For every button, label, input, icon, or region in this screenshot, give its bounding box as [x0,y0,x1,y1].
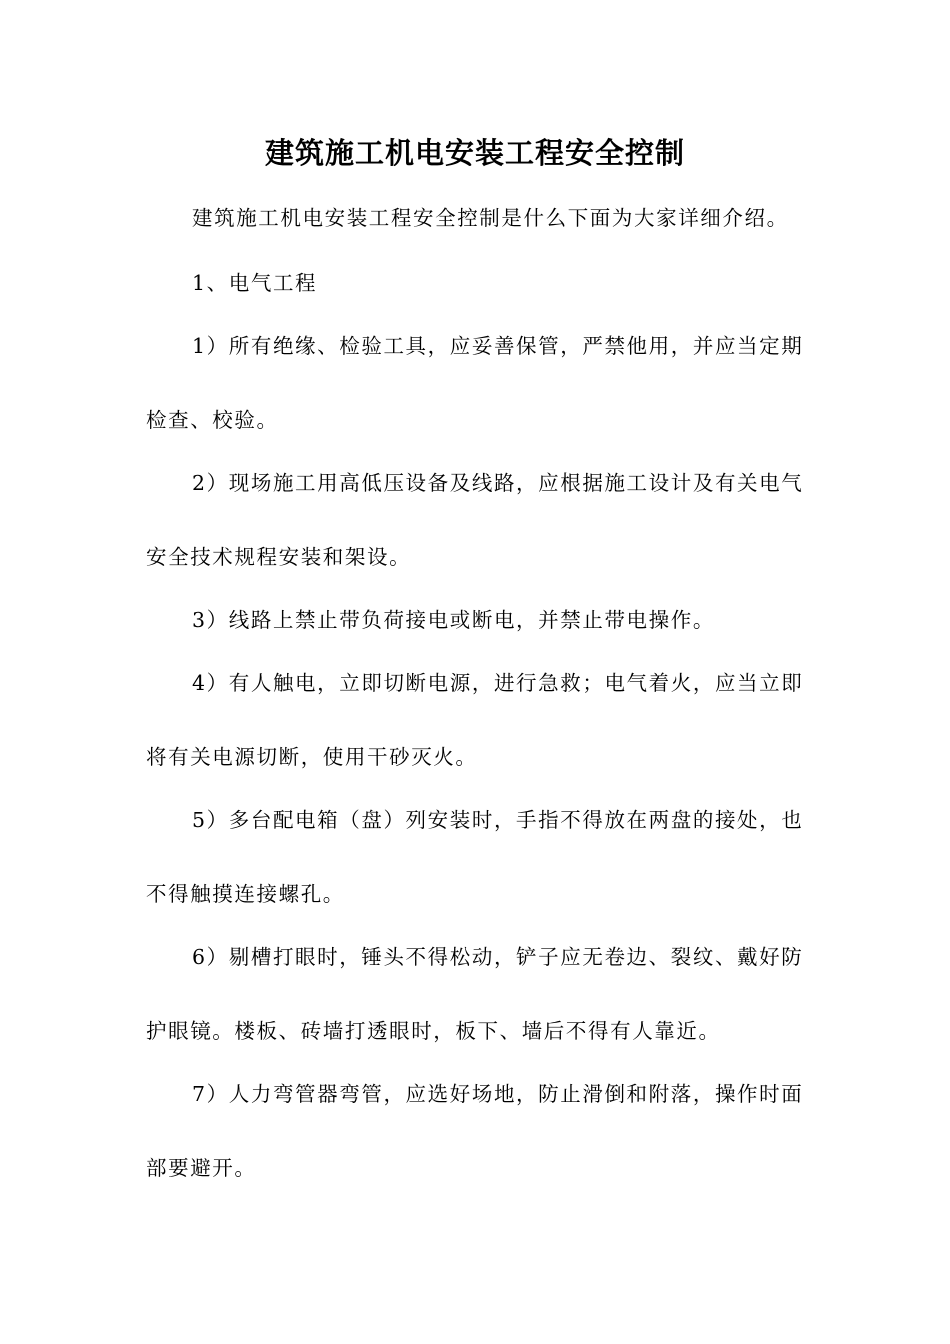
item-1-line-1: 1）所有绝缘、检验工具，应妥善保管，严禁他用，并应当定期 [192,334,804,358]
item-4-line-1: 4）有人触电，立即切断电源，进行急救；电气着火，应当立即 [192,671,804,695]
item-3-line-1: 3）线路上禁止带负荷接电或断电，并禁止带电操作。 [192,608,715,632]
item-5-line-1: 5）多台配电箱（盘）列安装时，手指不得放在两盘的接处，也 [192,808,804,832]
item-6-line-1: 6）剔槽打眼时，锤头不得松动，铲子应无卷边、裂纹、戴好防 [192,945,804,969]
item-7-line-2: 部要避开。 [146,1156,257,1180]
item-1-line-2: 检查、校验。 [146,408,279,432]
item-2-line-1: 2）现场施工用高低压设备及线路，应根据施工设计及有关电气 [192,471,804,495]
item-7-line-1: 7）人力弯管器弯管，应选好场地，防止滑倒和附落，操作时面 [192,1082,804,1106]
item-2-line-2: 安全技术规程安装和架设。 [146,545,412,569]
item-5-line-2: 不得触摸连接螺孔。 [146,882,345,906]
section-heading: 1、电气工程 [192,271,318,295]
document-title: 建筑施工机电安装工程安全控制 [264,136,685,170]
item-6-line-2: 护眼镜。楼板、砖墙打透眼时，板下、墙后不得有人靠近。 [146,1019,721,1043]
intro-paragraph: 建筑施工机电安装工程安全控制是什么下面为大家详细介绍。 [192,206,789,230]
item-4-line-2: 将有关电源切断，使用干砂灭火。 [146,745,478,769]
